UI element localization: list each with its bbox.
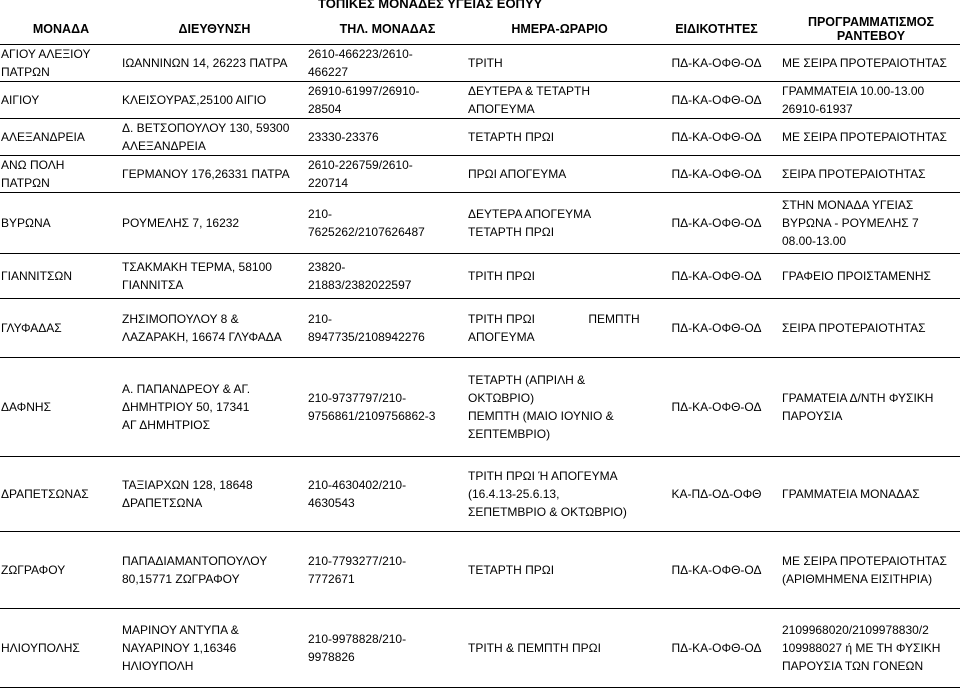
- header-hours: ΗΜΕΡΑ-ΩΡΑΡΙΟ: [467, 14, 651, 45]
- specialties-cell: ΠΔ-ΚΑ-ΟΦΘ-ΟΔ: [671, 216, 762, 230]
- unit-cell: ΑΓΙΟΥ ΑΛΕΞΙΟΥ ΠΑΤΡΩΝ: [1, 47, 91, 79]
- table-row: [0, 358, 960, 457]
- address-cell: ΡΟΥΜΕΛΗΣ 7, 16232: [122, 216, 240, 230]
- hours-cell: ΠΡΩΙ ΑΠΟΓΕΥΜΑ: [468, 167, 567, 181]
- page-title: ΤΟΠΙΚΕΣ ΜΟΝΑΔΕΣ ΥΓΕΙΑΣ ΕΟΠΥΥ: [318, 0, 543, 11]
- appointment-cell: ΓΡΑΜΜΑΤΕΙΑ ΜΟΝΑΔΑΣ: [782, 487, 920, 501]
- hours-cell: ΤΡΙΤΗ ΠΡΩΙ: [468, 269, 535, 283]
- appointment-cell: ΜΕ ΣΕΙΡΑ ΠΡΟΤΕΡΑΙΟΤΗΤΑΣ: [782, 130, 947, 144]
- unit-cell: ΖΩΓΡΑΦΟΥ: [1, 563, 66, 577]
- hours-cell: ΤΡΙΤΗ & ΠΕΜΠΤΗ ΠΡΩΙ: [468, 641, 601, 655]
- phone-cell: 210-4630402/210- 4630543: [308, 478, 407, 510]
- appointment-cell: ΜΕ ΣΕΙΡΑ ΠΡΟΤΕΡΑΙΟΤΗΤΑΣ: [782, 56, 947, 70]
- hours-cell: ΔΕΥΤΕΡΑ & ΤΕΤΑΡΤΗ ΑΠΟΓΕΥΜΑ: [468, 84, 591, 116]
- address-cell: ΠΑΠΑΔΙΑΜΑΝΤΟΠΟΥΛΟΥ 80,15771 ΖΩΓΡΑΦΟΥ: [122, 554, 268, 586]
- table-row: [0, 45, 960, 82]
- unit-cell: ΒΥΡΩΝΑ: [1, 216, 51, 230]
- table-row: [0, 299, 960, 358]
- table-row: [0, 119, 960, 156]
- address-cell: ΤΑΞΙΑΡΧΩΝ 128, 18648 ΔΡΑΠΕΤΣΩΝΑ: [122, 478, 253, 510]
- appointment-cell: ΓΡΑΜΑΤΕΙΑ Δ/ΝΤΗ ΦΥΣΙΚΗ ΠΑΡΟΥΣΙΑ: [782, 391, 934, 423]
- unit-cell: ΔΡΑΠΕΤΣΩΝΑΣ: [1, 487, 89, 501]
- specialties-cell: ΠΔ-ΚΑ-ΟΦΘ-ΟΔ: [671, 400, 762, 414]
- specialties-cell: ΠΔ-ΚΑ-ΟΦΘ-ΟΔ: [671, 56, 762, 70]
- appointment-cell: ΣΕΙΡΑ ΠΡΟΤΕΡΑΙΟΤΗΤΑΣ: [782, 167, 926, 181]
- address-cell: ΖΗΣΙΜΟΠΟΥΛΟΥ 8 & ΛΑΖΑΡΑΚΗ, 16674 ΓΛΥΦΑΔΑ: [122, 312, 282, 344]
- unit-cell: ΑΛΕΞΑΝΔΡΕΙΑ: [1, 130, 85, 144]
- phone-cell: 26910-61997/26910- 28504: [308, 84, 420, 116]
- hours-cell: ΤΡΙΤΗ ΠΡΩΙ ΠΕΜΠΤΗ ΑΠΟΓΕΥΜΑ: [468, 312, 640, 344]
- header-address: ΔΙΕΥΘΥΝΣΗ: [121, 14, 307, 45]
- appointment-cell: ΜΕ ΣΕΙΡΑ ΠΡΟΤΕΡΑΙΟΤΗΤΑΣ (ΑΡΙΘΜΗΜΕΝΑ ΕΙΣΙΤΗΡΙΑ): [782, 554, 947, 586]
- phone-cell: 2610-226759/2610- 220714: [308, 158, 413, 190]
- table-row: [0, 82, 960, 119]
- table-row: [0, 193, 960, 254]
- address-cell: ΤΣΑΚΜΑΚΗ ΤΕΡΜΑ, 58100 ΓΙΑΝΝΙΤΣΑ: [122, 260, 272, 292]
- table-row: [0, 609, 960, 688]
- header-unit: ΜΟΝΑΔΑ: [0, 14, 121, 45]
- header-specialties: ΕΙΔΙΚΟΤΗΤΕΣ: [651, 14, 781, 45]
- unit-cell: ΑΙΓΙΟΥ: [1, 93, 40, 107]
- specialties-cell: ΠΔ-ΚΑ-ΟΦΘ-ΟΔ: [671, 269, 762, 283]
- phone-cell: 23330-23376: [308, 130, 379, 144]
- phone-cell: 210-9737797/210- 9756861/2109756862-3: [308, 391, 436, 423]
- table-header-row: [0, 14, 960, 45]
- phone-cell: 23820- 21883/2382022597: [308, 260, 412, 292]
- phone-cell: 2610-466223/2610- 466227: [308, 47, 413, 79]
- unit-cell: ΗΛΙΟΥΠΟΛΗΣ: [1, 641, 80, 655]
- hours-cell: ΔΕΥΤΕΡΑ ΑΠΟΓΕΥΜΑ ΤΕΤΑΡΤΗ ΠΡΩΙ: [468, 207, 592, 239]
- hours-cell: ΤΡΙΤΗ ΠΡΩΙ Ή ΑΠΟΓΕΥΜΑ (16.4.13-25.6.13, ΣΕΠΕΤΜΒΡΙΟ & ΟΚΤΩΒΡΙΟ): [468, 469, 627, 519]
- address-cell: Δ. ΒΕΤΣΟΠΟΥΛΟΥ 130, 59300 ΑΛΕΞΑΝΔΡΕΙΑ: [122, 121, 290, 153]
- specialties-cell: ΠΔ-ΚΑ-ΟΦΘ-ΟΔ: [671, 130, 762, 144]
- hours-cell: ΤΕΤΑΡΤΗ (ΑΠΡΙΛΗ & ΟΚΤΩΒΡΙΟ) ΠΕΜΠΤΗ (ΜΑΙΟ ΙΟΥΝΙΟ & ΣΕΠΤΕΜΒΡΙΟ): [468, 373, 614, 441]
- table-row: [0, 156, 960, 193]
- address-cell: Α. ΠΑΠΑΝΔΡΕΟΥ & ΑΓ. ΔΗΜΗΤΡΙΟΥ 50, 17341 ΑΓ ΔΗΜΗΤΡΙΟΣ: [122, 382, 251, 432]
- unit-cell: ΔΑΦΝΗΣ: [1, 400, 51, 414]
- hours-cell: ΤΕΤΑΡΤΗ ΠΡΩΙ: [468, 130, 555, 144]
- header-appointment: ΠΡΟΓΡΑΜΜΑΤΙΣΜΟΣ ΡΑΝΤΕΒΟΥ: [781, 14, 960, 45]
- table-row: [0, 457, 960, 532]
- address-cell: ΓΕΡΜΑΝΟΥ 176,26331 ΠΑΤΡΑ: [122, 167, 290, 181]
- header-phone: ΤΗΛ. ΜΟΝΑΔΑΣ: [307, 14, 467, 45]
- specialties-cell: ΠΔ-ΚΑ-ΟΦΘ-ΟΔ: [671, 321, 762, 335]
- health-units-table: [0, 14, 960, 688]
- unit-cell: ΓΙΑΝΝΙΤΣΩΝ: [1, 269, 72, 283]
- appointment-cell: ΓΡΑΜΜΑΤΕΙΑ 10.00-13.00 26910-61937: [782, 84, 925, 116]
- address-cell: ΙΩΑΝΝΙΝΩΝ 14, 26223 ΠΑΤΡΑ: [122, 56, 288, 70]
- phone-cell: 210- 7625262/2107626487: [308, 207, 425, 239]
- specialties-cell: ΠΔ-ΚΑ-ΟΦΘ-ΟΔ: [671, 93, 762, 107]
- table-row: [0, 532, 960, 609]
- phone-cell: 210- 8947735/2108942276: [308, 312, 425, 344]
- address-cell: ΚΛΕΙΣΟΥΡΑΣ,25100 ΑΙΓΙΟ: [122, 93, 267, 107]
- appointment-cell: ΣΕΙΡΑ ΠΡΟΤΕΡΑΙΟΤΗΤΑΣ: [782, 321, 926, 335]
- phone-cell: 210-9978828/210- 9978826: [308, 632, 407, 664]
- page-title-bar: [0, 0, 960, 14]
- specialties-cell: ΠΔ-ΚΑ-ΟΦΘ-ΟΔ: [671, 641, 762, 655]
- appointment-cell: ΓΡΑΦΕΙΟ ΠΡΟΙΣΤΑΜΕΝΗΣ: [782, 269, 931, 283]
- unit-cell: ΓΛΥΦΑΔΑΣ: [1, 321, 62, 335]
- specialties-cell: ΠΔ-ΚΑ-ΟΦΘ-ΟΔ: [671, 563, 762, 577]
- unit-cell: ΑΝΩ ΠΟΛΗ ΠΑΤΡΩΝ: [1, 158, 65, 190]
- phone-cell: 210-7793277/210- 7772671: [308, 554, 407, 586]
- address-cell: ΜΑΡΙΝΟΥ ΑΝΤΥΠΑ & ΝΑΥΑΡΙΝΟΥ 1,16346 ΗΛΙΟΥΠΟΛΗ: [122, 623, 239, 673]
- table-row: [0, 254, 960, 299]
- appointment-cell: 2109968020/2109978830/2 109988027 ή ΜΕ ΤΗ ΦΥΣΙΚΗ ΠΑΡΟΥΣΙΑ ΤΩΝ ΓΟΝΕΩΝ: [782, 623, 941, 673]
- appointment-cell: ΣΤΗΝ ΜΟΝΑΔΑ ΥΓΕΙΑΣ ΒΥΡΩΝΑ - ΡΟΥΜΕΛΗΣ 7 08.00-13.00: [782, 198, 919, 248]
- specialties-cell: ΠΔ-ΚΑ-ΟΦΘ-ΟΔ: [671, 167, 762, 181]
- hours-cell: ΤΕΤΑΡΤΗ ΠΡΩΙ: [468, 563, 555, 577]
- specialties-cell: ΚΑ-ΠΔ-ΟΔ-ΟΦΘ: [671, 487, 762, 501]
- hours-cell: ΤΡΙΤΗ: [468, 56, 503, 70]
